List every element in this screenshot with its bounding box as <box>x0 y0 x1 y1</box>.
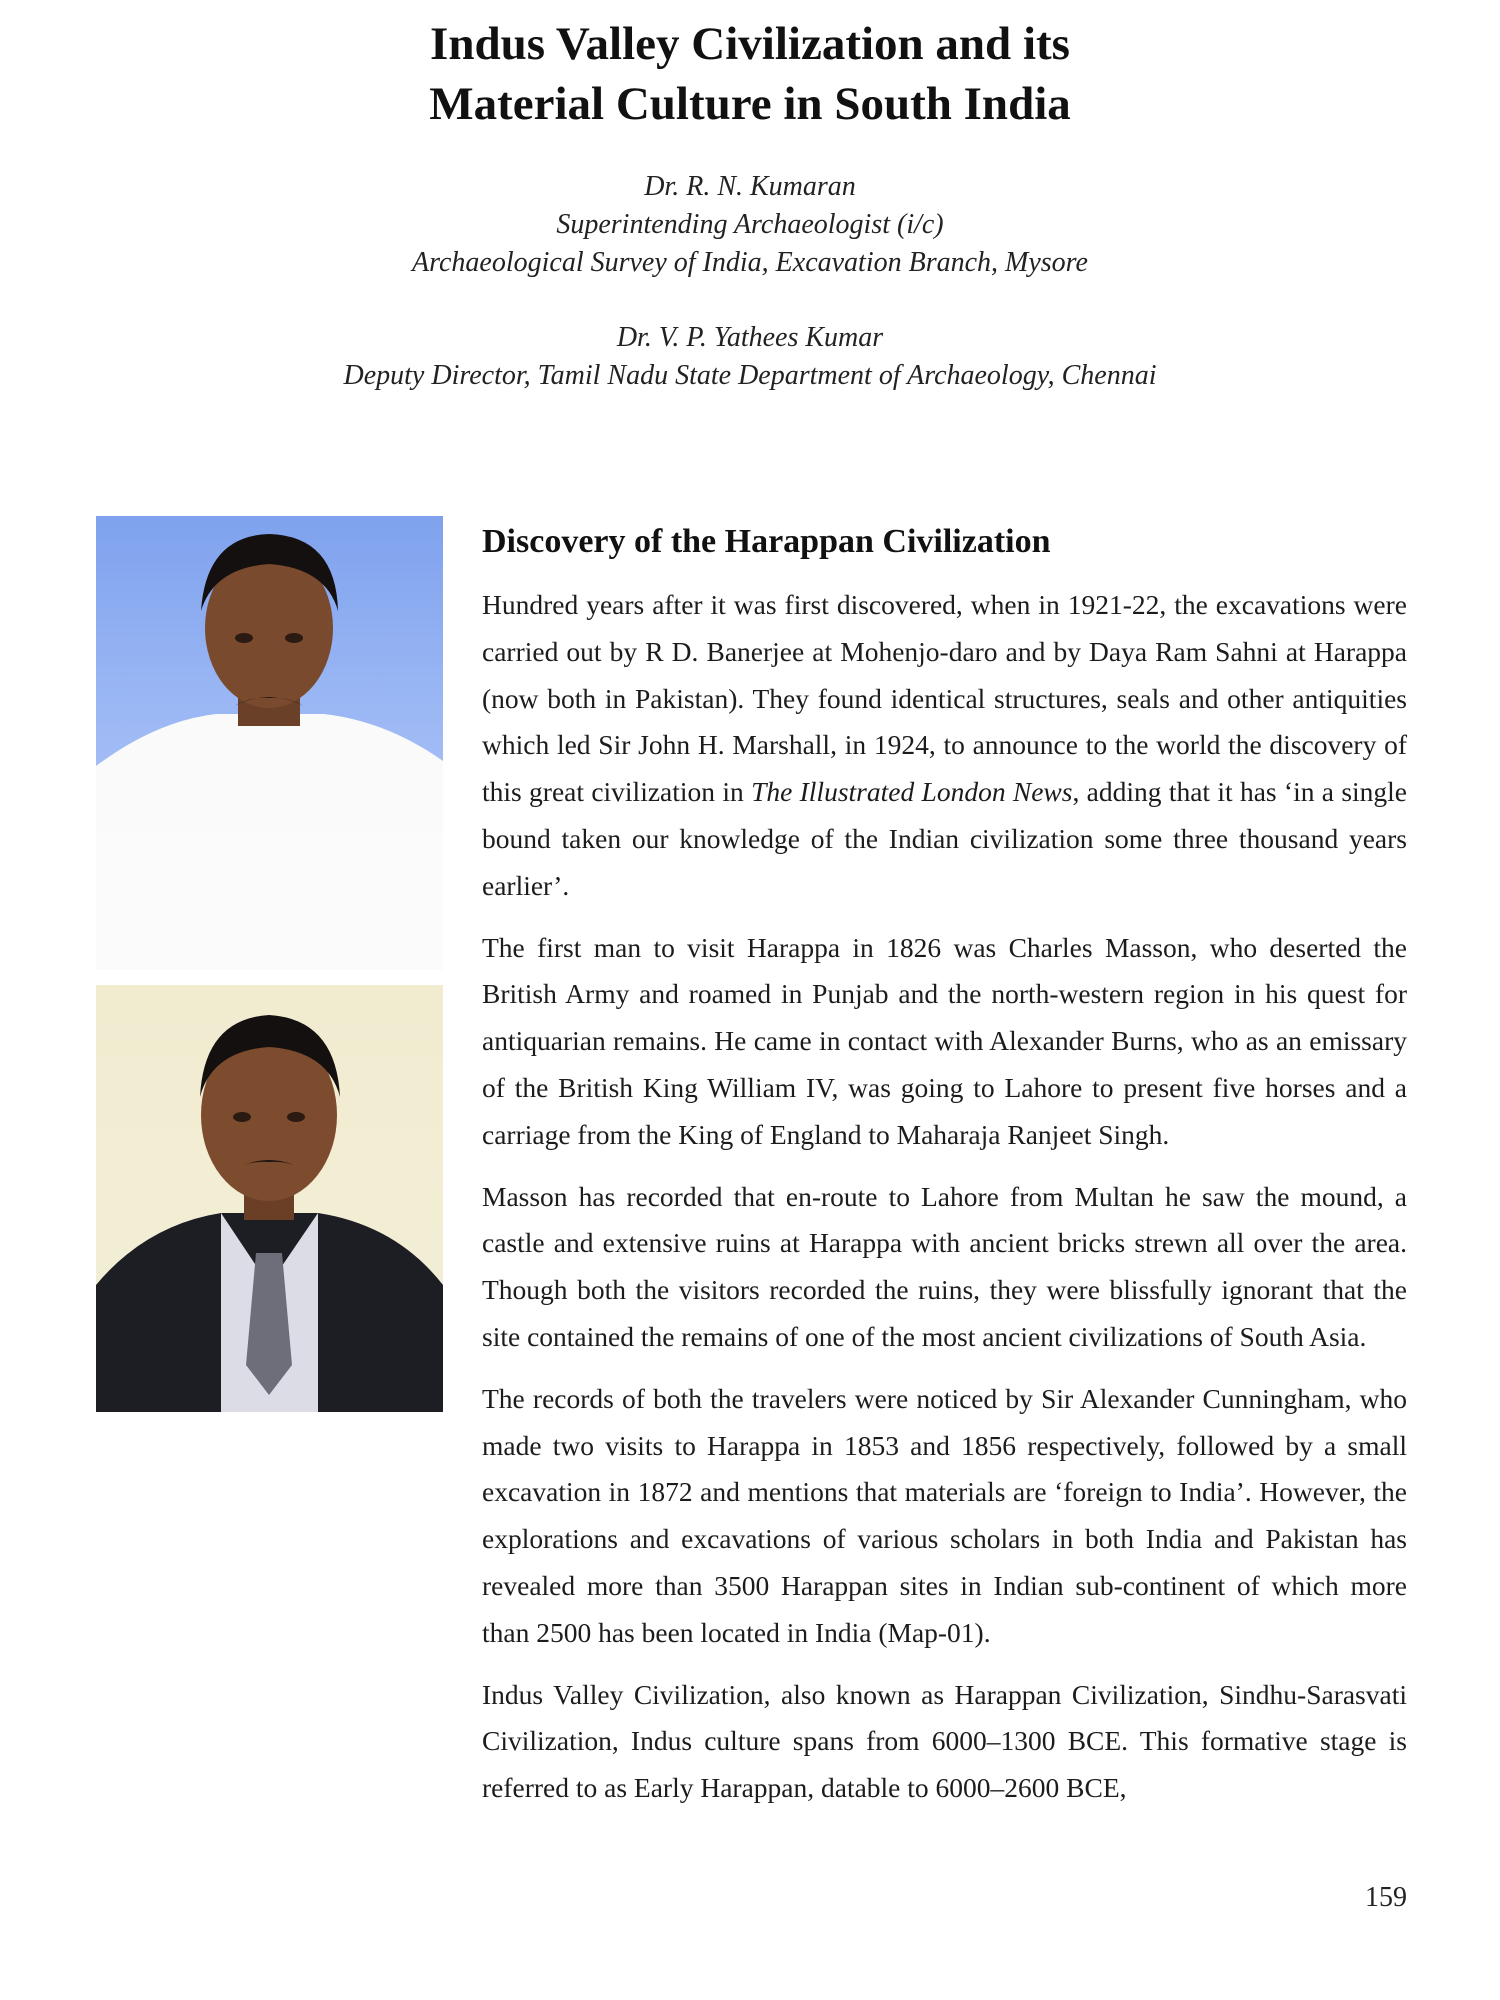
portrait-1-figure <box>96 516 443 833</box>
author-2-name: Dr. V. P. Yathees Kumar <box>616 322 884 353</box>
paragraph-4: The records of both the travelers were noticed by Sir Alexander Cunningham, who made two visits to Harappa in 1853 and 1856 respectively, followed by a small excavation in 1872 and mentions that materials are ‘foreign to India’. However, the explorations and excavations of various scholars in both India and Pakistan has revealed more than 3500 Harappan sites in Indian sub-continent of which more than 2500 has been located in India (Map-01). <box>482 1382 1407 1648</box>
author-1-photo <box>96 516 443 833</box>
author-1-role: Superintending Archaeologist (i/c) <box>556 209 944 240</box>
portrait-2-figure <box>96 985 443 1412</box>
author-2-photo <box>96 985 443 1412</box>
paper-title <box>0 14 1500 134</box>
paragraph-1 <box>482 582 1407 910</box>
author-2-role: Deputy Director, Tamil Nadu State Department of Archaeology, Chennai <box>343 360 1157 391</box>
title-line-2: Material Culture in South India <box>429 78 1071 130</box>
title-line-1: Indus Valley Civilization and its <box>430 18 1070 70</box>
paragraph-3: Masson has recorded that en-route to Lahore from Multan he saw the mound, a castle and extensive ruins at Harappa with ancient bricks strewn all over the area. Though both the visitors recorded the ruins, they were blissfully ignorant that the site contained the remains of one of the most ancient civilizations of South Asia. <box>482 1180 1407 1352</box>
publication-title: The Illustrated London News <box>751 776 1073 808</box>
paragraph-5: Indus Valley Civilization, also known as Harappan Civilization, Sindhu-Sarasvati Civilization, Indus culture spans from 6000–1300 BCE. This formative stage is referred to as Early Harappan, datable to 6000–2600 BCE, <box>482 1678 1407 1804</box>
author-1-photo-lower <box>96 830 443 970</box>
author-1-affiliation: Archaeological Survey of India, Excavation Branch, Mysore <box>412 247 1088 278</box>
author-1 <box>0 168 1500 282</box>
author-1-name: Dr. R. N. Kumaran <box>644 171 856 202</box>
paragraph-2: The first man to visit Harappa in 1826 was Charles Masson, who deserted the British Army and roamed in Punjab and the north-western region in his quest for antiquarian remains. He came in contact with Alexander Burns, who as an emissary of the British King William IV, was going to Lahore to present five horses and a carriage from the King of England to Maharaja Ranjeet Singh. <box>482 931 1407 1150</box>
article-body <box>482 582 1407 1827</box>
section-heading: Discovery of the Harappan Civilization <box>482 523 1051 560</box>
paragraph-1-start: Hundred years after it was first discovered, when in 1921-22, the excavations were carried out by R D. Banerjee at Mohenjo-daro and by Daya Ram Sahni at Harappa (now both in Pakistan). They found identical structures, seals and other antiquities which led Sir John H. Marshall, in 1924, to announce to the world the discovery of this great civilization in <box>482 589 1407 808</box>
author-2 <box>0 319 1500 395</box>
paragraph-1-end: , adding that it has ‘in a single bound taken our knowledge of the Indian civilization some three thousand years earlier’. <box>482 776 1408 901</box>
page-number: 159 <box>1365 1882 1407 1913</box>
author-list <box>0 168 1500 432</box>
